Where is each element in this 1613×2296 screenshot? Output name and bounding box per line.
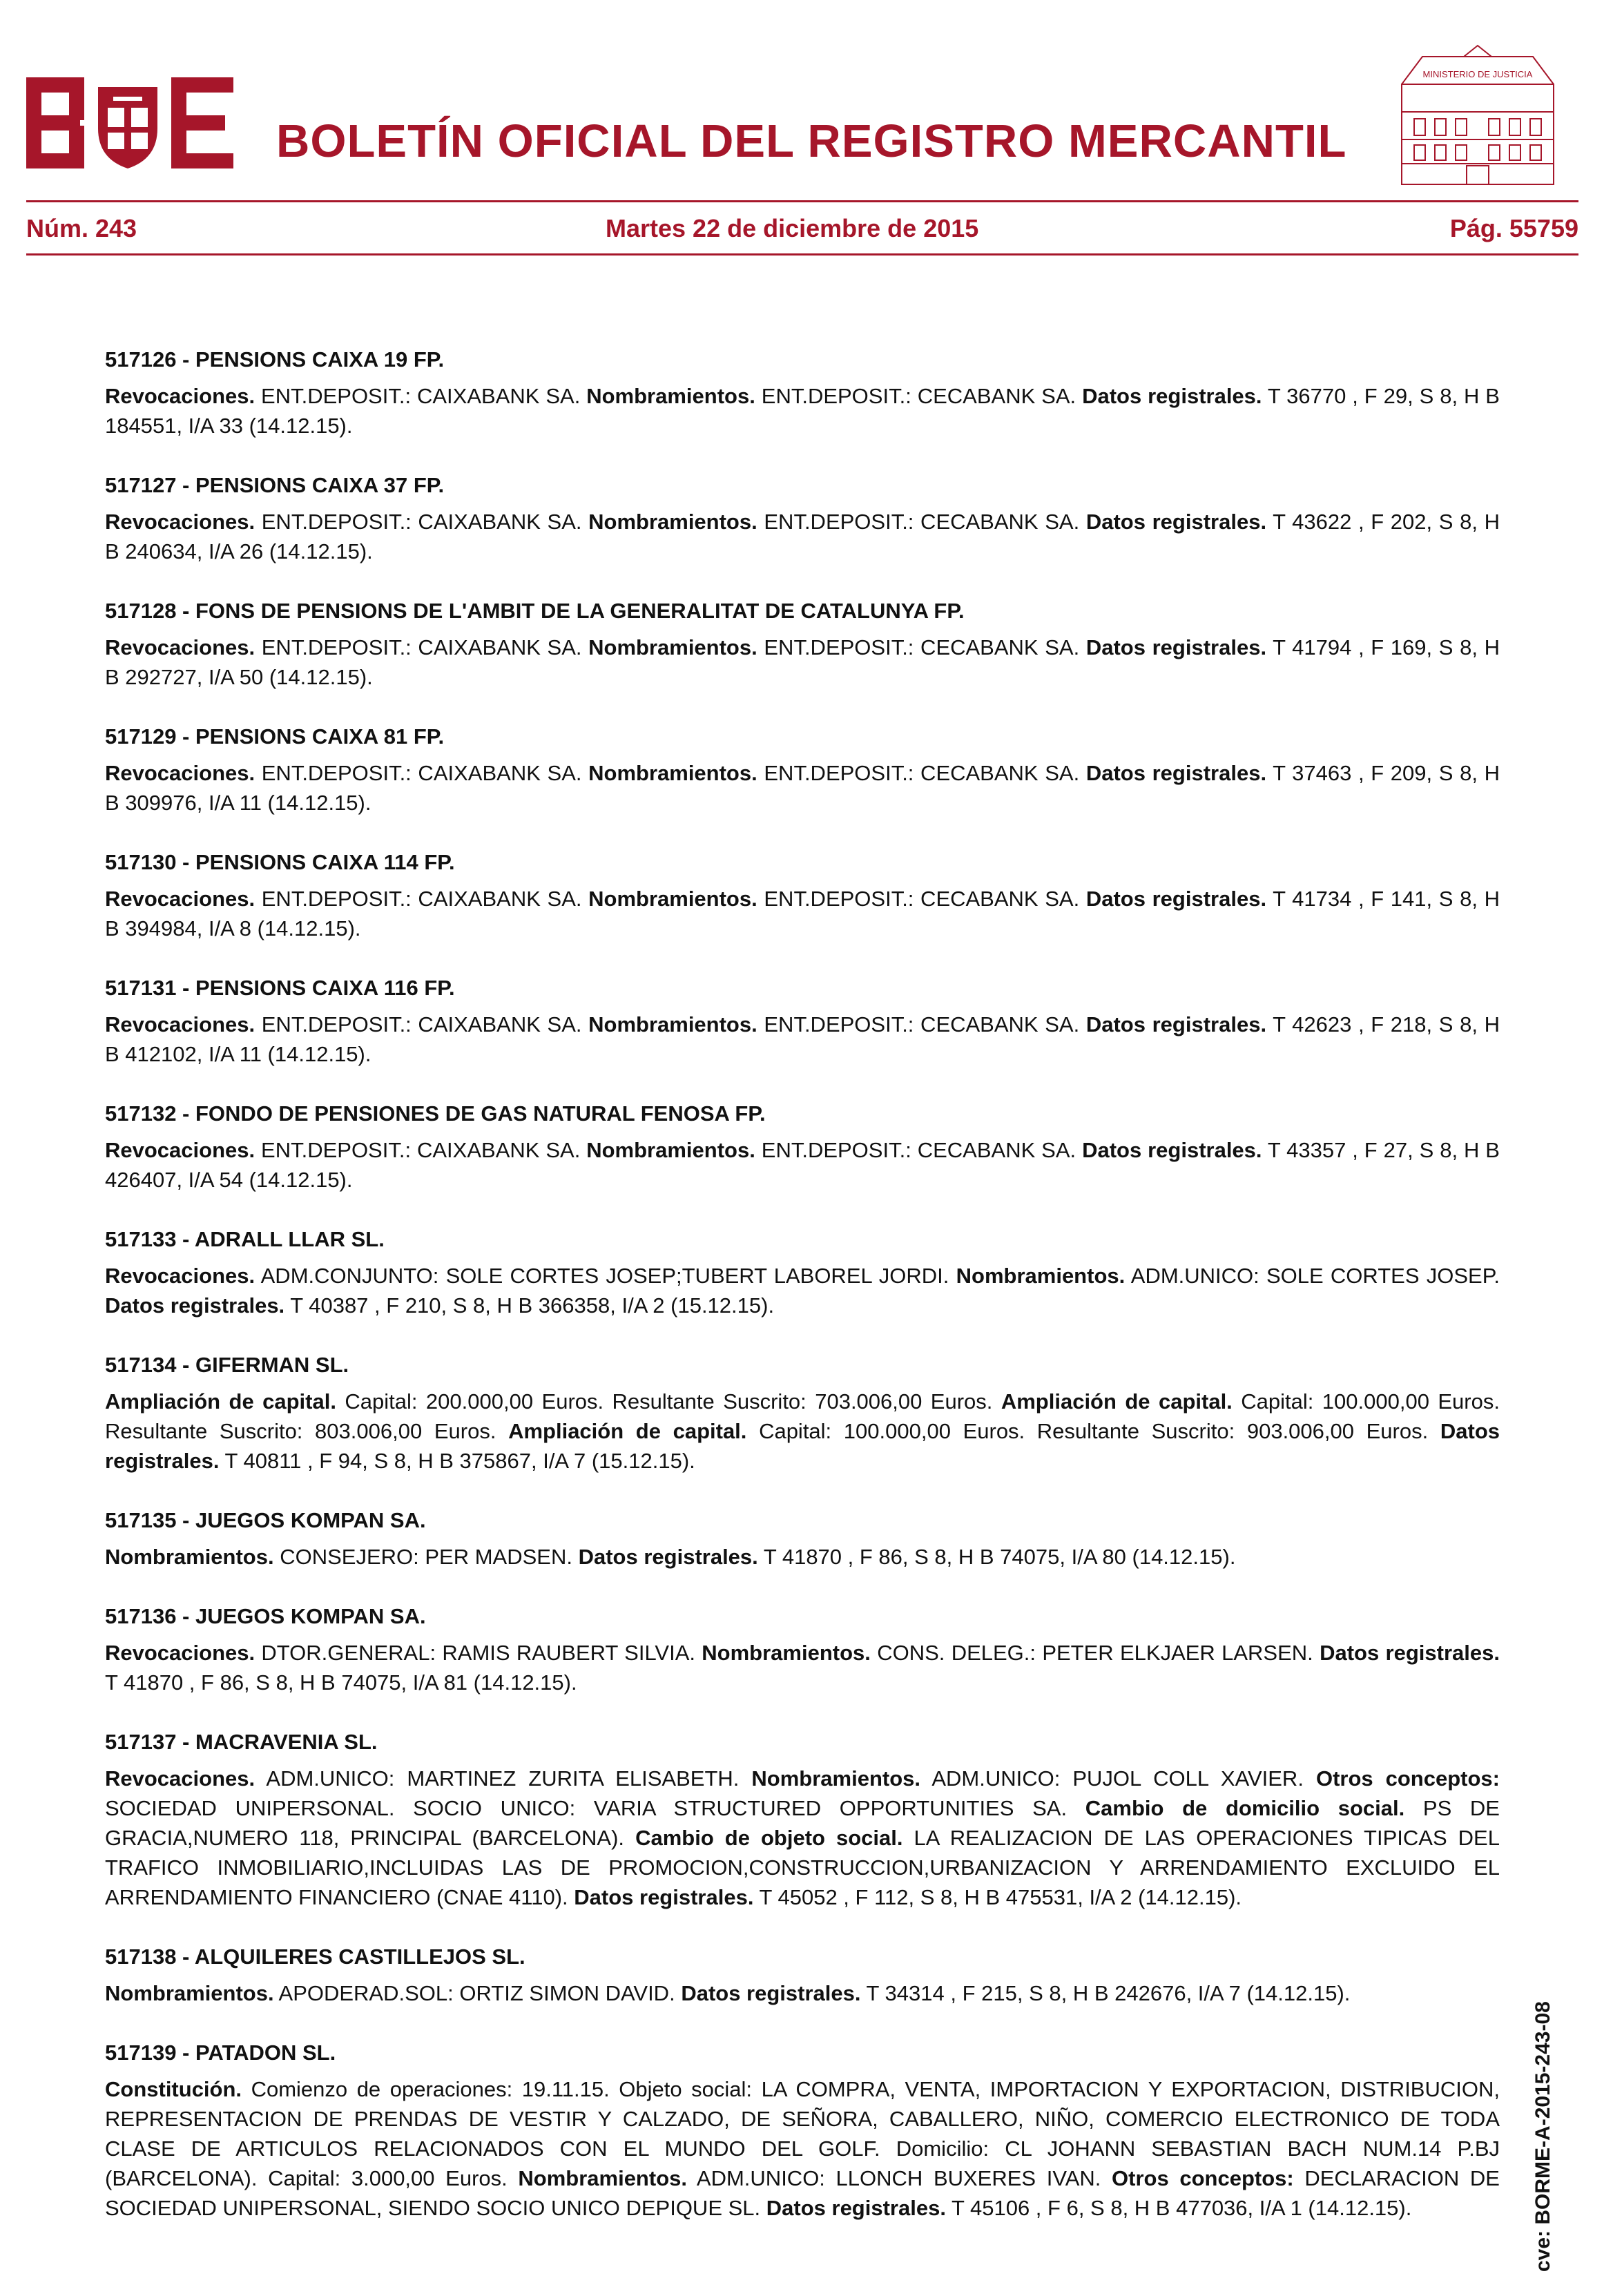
entry-section-text: T 43622 , F 202, S 8, H B 240634, I/A 26 (14.12.15). [105,510,1500,563]
entry-section-label: Datos registrales. [105,1419,1500,1473]
registry-entry [105,1728,1500,1912]
entry-section-text: DTOR.GENERAL: RAMIS RAUBERT SILVIA. [261,1641,695,1665]
entry-section-text: T 34314 , F 215, S 8, H B 242676, I/A 7 (14.12.15). [866,1981,1351,2005]
entry-section-text: T 41734 , F 141, S 8, H B 394984, I/A 8 (14.12.15). [105,887,1500,940]
entry-section-label: Revocaciones. [105,1264,255,1288]
entry-section-text: SOCIEDAD UNIPERSONAL. SOCIO UNICO: VARIA STRUCTURED OPPORTUNITIES SA. [105,1796,1068,1820]
entry-body [105,758,1500,818]
entry-section-label: Nombramientos. [751,1766,921,1791]
entry-body [105,1978,1500,2008]
header-rule-top [26,200,1578,202]
entry-body [105,381,1500,441]
entry-body [105,1638,1500,1697]
entry-body [105,2074,1500,2223]
ministry-building-icon [1395,43,1561,186]
entry-title: 517135 - JUEGOS KOMPAN SA. [105,1508,426,1532]
entry-section-text: ENT.DEPOSIT.: CAIXABANK SA. [261,1012,582,1036]
registry-entry [105,974,1500,1069]
entry-section-text: ADM.UNICO: LLONCH BUXERES IVAN. [696,2166,1101,2190]
entry-section-text: PS DE GRACIA,NUMERO 118, PRINCIPAL (BARCELONA). [105,1796,1500,1850]
entry-title: 517137 - MACRAVENIA SL. [105,1730,378,1754]
entry-section-text: ENT.DEPOSIT.: CECABANK SA. [764,1012,1080,1036]
entry-body [105,1764,1500,1912]
cve-code: cve: BORME-A-2015-243-08 [1532,2001,1554,2272]
entry-section-text: ADM.CONJUNTO: SOLE CORTES JOSEP;TUBERT LABOREL JORDI. [260,1264,949,1288]
entry-section-text: DECLARACION DE SOCIEDAD UNIPERSONAL, SIENDO SOCIO UNICO DEPIQUE SL. [105,2166,1500,2220]
bulletin-title: BOLETÍN OFICIAL DEL REGISTRO MERCANTIL [276,115,1347,167]
entry-section-label: Ampliación de capital. [508,1419,747,1443]
entry-title: 517130 - PENSIONS CAIXA 114 FP. [105,850,455,874]
entry-title: 517131 - PENSIONS CAIXA 116 FP. [105,976,455,1000]
entry-section-label: Nombramientos. [588,635,757,659]
entry-section-label: Datos registrales. [1082,384,1262,408]
entry-section-text: ADM.UNICO: PUJOL COLL XAVIER. [931,1766,1304,1791]
entry-title: 517136 - JUEGOS KOMPAN SA. [105,1604,426,1628]
entry-section-text: T 43357 , F 27, S 8, H B 426407, I/A 54 (14.12.15). [105,1138,1500,1192]
entry-section-text: T 45106 , F 6, S 8, H B 477036, I/A 1 (14.12.15). [952,2196,1412,2220]
issue-number: Núm. 243 [26,214,137,242]
entry-section-label: Datos registrales. [1085,887,1267,911]
entry-section-label: Nombramientos. [588,761,757,785]
entry-section-label: Revocaciones. [105,887,255,911]
entry-section-text: ENT.DEPOSIT.: CAIXABANK SA. [261,384,581,408]
entry-title: 517132 - FONDO DE PENSIONES DE GAS NATURAL FENOSA FP. [105,1101,766,1126]
entry-section-label: Datos registrales. [681,1981,861,2005]
entry-section-label: Nombramientos. [586,384,755,408]
entry-section-label: Nombramientos. [586,1138,755,1162]
entry-section-text: Capital: 200.000,00 Euros. Resultante Suscrito: 703.006,00 Euros. [345,1389,993,1414]
entry-section-label: Revocaciones. [105,761,255,785]
entry-section-label: Datos registrales. [1320,1641,1500,1665]
entry-section-text: ENT.DEPOSIT.: CAIXABANK SA. [261,1138,581,1162]
entry-section-text: T 40811 , F 94, S 8, H B 375867, I/A 7 (15.12.15). [224,1449,695,1473]
page-number: Pág. 55759 [1449,214,1578,242]
entry-section-label: Datos registrales. [1085,1012,1267,1036]
entry-body [105,1261,1500,1320]
entry-section-text: ENT.DEPOSIT.: CECABANK SA. [764,510,1080,534]
entry-title: 517126 - PENSIONS CAIXA 19 FP. [105,347,445,372]
entry-section-text: CONSEJERO: PER MADSEN. [280,1545,572,1569]
entry-title: 517133 - ADRALL LLAR SL. [105,1227,385,1251]
entry-section-label: Nombramientos. [588,510,757,534]
entry-section-label: Datos registrales. [578,1545,758,1569]
header-rule-bottom [26,253,1578,255]
entry-section-label: Revocaciones. [105,1012,255,1036]
registry-entry [105,1351,1500,1476]
entry-section-text: Capital: 100.000,00 Euros. Resultante Suscrito: 903.006,00 Euros. [759,1419,1429,1443]
registry-entry [105,2038,1500,2223]
entries-list [105,345,1500,2253]
registry-entry [105,1942,1500,2008]
registry-entry [105,1506,1500,1572]
entry-section-text: T 36770 , F 29, S 8, H B 184551, I/A 33 (14.12.15). [105,384,1500,438]
entry-section-label: Revocaciones. [105,384,255,408]
entry-body [105,884,1500,943]
entry-section-text: T 41870 , F 86, S 8, H B 74075, I/A 81 (14.12.15). [105,1670,577,1695]
entry-section-label: Nombramientos. [588,887,757,911]
registry-entry [105,848,1500,943]
entry-section-label: Otros conceptos: [1112,2166,1294,2190]
entry-section-text: ENT.DEPOSIT.: CAIXABANK SA. [261,761,582,785]
entry-section-label: Revocaciones. [105,510,255,534]
entry-section-text: ADM.UNICO: MARTINEZ ZURITA ELISABETH. [266,1766,740,1791]
entry-section-label: Otros conceptos: [1315,1766,1500,1791]
entry-body [105,633,1500,692]
entry-section-label: Datos registrales. [1085,510,1267,534]
entry-body [105,1010,1500,1069]
entry-section-text: ENT.DEPOSIT.: CECABANK SA. [764,887,1080,911]
entry-section-text: T 45052 , F 112, S 8, H B 475531, I/A 2 (14.12.15). [759,1885,1242,1909]
entry-section-text: T 41794 , F 169, S 8, H B 292727, I/A 50 (14.12.15). [105,635,1500,689]
issue-date: Martes 22 de diciembre de 2015 [606,214,979,242]
entry-title: 517139 - PATADON SL. [105,2041,336,2065]
entry-section-label: Revocaciones. [105,1766,255,1791]
boe-logo [26,77,233,168]
registry-entry [105,597,1500,692]
entry-title: 517134 - GIFERMAN SL. [105,1353,349,1377]
entry-section-label: Revocaciones. [105,635,255,659]
entry-section-label: Cambio de domicilio social. [1085,1796,1405,1820]
entry-section-text: ENT.DEPOSIT.: CAIXABANK SA. [261,635,582,659]
entry-section-text: T 40387 , F 210, S 8, H B 366358, I/A 2 (15.12.15). [290,1293,775,1318]
entry-section-label: Datos registrales. [1085,635,1267,659]
entry-title: 517129 - PENSIONS CAIXA 81 FP. [105,724,445,749]
entry-section-text: ENT.DEPOSIT.: CECABANK SA. [761,1138,1076,1162]
entry-section-label: Revocaciones. [105,1641,255,1665]
entry-body [105,1542,1500,1572]
entry-section-label: Datos registrales. [1082,1138,1262,1162]
entry-section-text: ADM.UNICO: SOLE CORTES JOSEP. [1130,1264,1500,1288]
entry-section-label: Nombramientos. [702,1641,871,1665]
registry-entry [105,345,1500,441]
entry-section-text: ENT.DEPOSIT.: CECABANK SA. [764,635,1080,659]
entry-section-label: Nombramientos. [105,1981,274,2005]
entry-section-text: ENT.DEPOSIT.: CAIXABANK SA. [261,887,582,911]
entry-body [105,1387,1500,1476]
entry-section-text: ENT.DEPOSIT.: CAIXABANK SA. [261,510,582,534]
ministry-name: MINISTERIO DE JUSTICIA [1422,69,1533,79]
entry-section-label: Nombramientos. [518,2166,687,2190]
entry-section-label: Ampliación de capital. [105,1389,336,1414]
entry-section-text: T 42623 , F 218, S 8, H B 412102, I/A 11 (14.12.15). [105,1012,1500,1066]
entry-section-text: Comienzo de operaciones: 19.11.15. Objeto social: LA COMPRA, VENTA, IMPORTACION Y EXPORTACION, DISTRIBUCION, REPRESENTACION DE PRENDAS DE VESTIR Y CALZADO, DE SEÑORA, CABALLERO, NIÑO, COMERCIO ELECTRONICO DE TODA CLASE DE ARTICULOS RELACIONADOS CON EL MUNDO DEL GOLF. Domicilio: CL JOHANN SEBASTIAN BACH NUM.14 P.BJ (BARCELONA). Capital: 3.000,00 Euros. [105,2077,1500,2190]
entry-section-label: Nombramientos. [105,1545,274,1569]
entry-section-label: Datos registrales. [574,1885,754,1909]
entry-body [105,507,1500,566]
entry-section-text: ENT.DEPOSIT.: CECABANK SA. [761,384,1076,408]
entry-title: 517127 - PENSIONS CAIXA 37 FP. [105,473,445,497]
entry-body [105,1135,1500,1195]
entry-section-text: LA REALIZACION DE LAS OPERACIONES TIPICAS DEL TRAFICO INMOBILIARIO,INCLUIDAS LAS DE PROMOCION,CONSTRUCCION,URBANIZACION Y ARRENDAMIENTO EXCLUIDO EL ARRENDAMIENTO FINANCIERO (CNAE 4110). [105,1826,1500,1909]
entry-title: 517138 - ALQUILERES CASTILLEJOS SL. [105,1945,525,1969]
entry-section-label: Datos registrales. [1085,761,1267,785]
entry-section-text: Capital: 100.000,00 Euros. Resultante Suscrito: 803.006,00 Euros. [105,1389,1500,1443]
entry-section-label: Revocaciones. [105,1138,255,1162]
entry-section-label: Datos registrales. [766,2196,946,2220]
registry-entry [105,1099,1500,1195]
entry-section-text: CONS. DELEG.: PETER ELKJAER LARSEN. [877,1641,1313,1665]
entry-section-text: APODERAD.SOL: ORTIZ SIMON DAVID. [278,1981,675,2005]
entry-section-text: ENT.DEPOSIT.: CECABANK SA. [764,761,1080,785]
entry-section-label: Cambio de objeto social. [635,1826,903,1850]
entry-section-label: Constitución. [105,2077,242,2101]
registry-entry [105,722,1500,818]
entry-section-label: Datos registrales. [105,1293,285,1318]
entry-section-label: Nombramientos. [956,1264,1126,1288]
entry-section-label: Ampliación de capital. [1001,1389,1233,1414]
registry-entry [105,1225,1500,1320]
registry-entry [105,471,1500,566]
registry-entry [105,1602,1500,1697]
entry-title: 517128 - FONS DE PENSIONS DE L'AMBIT DE LA GENERALITAT DE CATALUNYA FP. [105,599,965,623]
entry-section-text: T 37463 , F 209, S 8, H B 309976, I/A 11 (14.12.15). [105,761,1500,815]
entry-section-text: T 41870 , F 86, S 8, H B 74075, I/A 80 (14.12.15). [763,1545,1236,1569]
entry-section-label: Nombramientos. [588,1012,757,1036]
